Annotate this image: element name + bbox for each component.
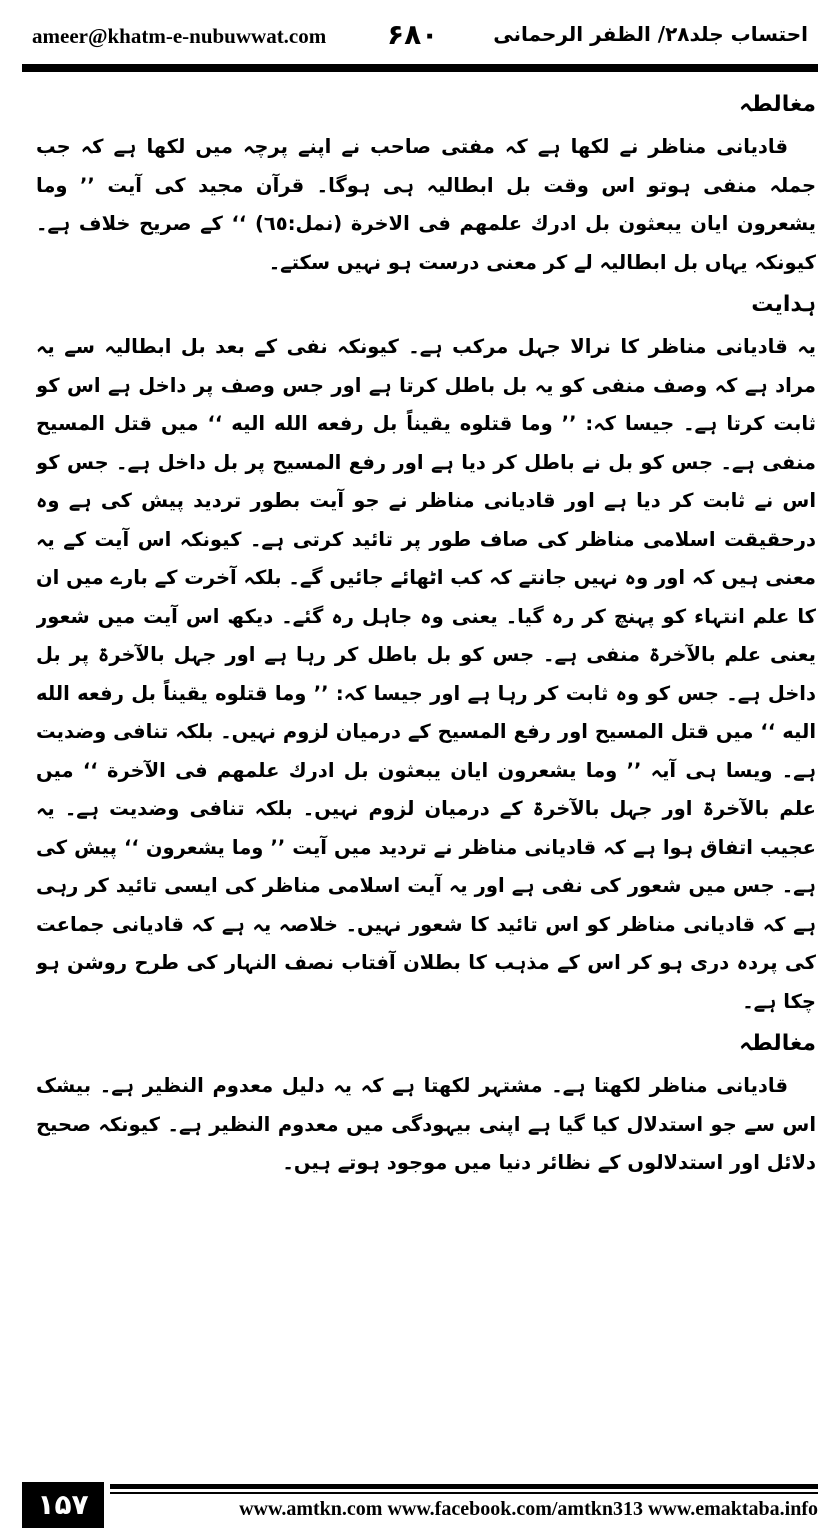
page-number: ۶۸۰	[387, 18, 439, 51]
page-body	[36, 82, 816, 1472]
footer-page-number: ۱۵۷	[22, 1482, 104, 1528]
page-header	[22, 18, 818, 54]
footer-rule-thin	[110, 1492, 818, 1494]
book-title: احتساب جلد۲۸/ الظفر الرحمانی	[493, 22, 808, 46]
section-heading: مغالطہ	[739, 92, 816, 117]
section-heading: ہدایت	[751, 292, 816, 317]
section-paragraph: قادیانی مناظر لکھتا ہے۔ مشتہر لکھتا ہے کہ یہ دلیل معدوم النظیر ہے۔ بیشک اس سے جو استدلال کیا گیا ہے اپنی بیہودگی میں معدوم النظیر ہے۔ کیونکہ صحیح دلائل اور استدلالوں کے نظائر دنیا میں موجود ہوتے ہیں۔	[36, 1074, 816, 1174]
section-heading: مغالطہ	[739, 1031, 816, 1056]
email-address[interactable]: ameer@khatm-e-nubuwwat.com	[32, 24, 327, 48]
section-paragraph: قادیانی مناظر نے لکھا ہے کہ مفتی صاحب نے اپنے پرچہ میں لکھا ہے کہ جب جملہ منفی ہوتو اس وقت بل ابطالیہ ہی ہوگا۔ قرآن مجید کی آیت ’’ وما یشعرون ایان یبعثون بل ادرك علمهم فی الاخرة (نمل:٦٥) ‘‘ کے صریح خلاف ہے۔ کیونکہ یہاں بل ابطالیہ لے کر معنی درست ہو نہیں سکتے۔	[36, 135, 816, 274]
footer-rule	[110, 1484, 818, 1489]
header-rule	[22, 64, 818, 72]
section-paragraph: یہ قادیانی مناظر کا نرالا جہل مرکب ہے۔ کیونکہ نفی کے بعد بل ابطالیہ سے یہ مراد ہے کہ وصف منفی کو یہ بل باطل کرتا ہے اور جس وصف پر داخل ہے اس کو ثابت کرتا ہے۔ جیسا کہ: ’’ وما قتلوه یقیناً بل رفعه الله الیه ‘‘ میں قتل المسیح منفی ہے۔ جس کو بل نے باطل کر دیا ہے اور رفع المسیح پر بل داخل ہے۔ جس کو اس نے ثابت کر دیا ہے اور قادیانی مناظر نے جو آیت بطور تردید پیش کی ہے وہ درحقیقت اسلامی مناظر کی صاف طور پر تائید کرتی ہے۔ کیونکہ اس آیت کے یہ معنی ہیں کہ اور وہ نہیں جانتے کہ کب اٹھائے جائیں گے۔ بلکہ آخرت کے بارے میں ان کا علم انتہاء کو پہنچ کر رہ گیا۔ یعنی وہ جاہل رہ گئے۔ دیکھ اس آیت میں شعور یعنی علم بالآخرۃ منفی ہے۔ جس کو بل باطل کر رہا ہے اور جہل بالآخرۃ پر بل داخل ہے۔ جس کو وہ ثابت کر رہا ہے اور جیسا کہ: ’’ وما قتلوه یقیناً بل رفعه الله الیه ‘‘ میں قتل المسیح اور رفع المسیح کے درمیان لزوم نہیں۔ بلکہ تنافی وضدیت ہے۔ ویسا ہی آیہ ’’ وما یشعرون ایان یبعثون بل ادرك علمهم فی الآخرة ‘‘ میں علم بالآخرۃ اور جہل بالآخرۃ کے درمیان لزوم نہیں۔ بلکہ تنافی وضدیت ہے۔ یہ عجیب اتفاق ہوا ہے کہ قادیانی مناظر نے تردید میں آیت ’’ وما یشعرون ‘‘ پیش کی ہے۔ جس میں شعور کی نفی ہے اور یہ آیت اسلامی مناظر کی ایسی تائید کر رہی ہے کہ قادیانی مناظر کو اس تائید کا شعور نہیں۔ خلاصہ یہ ہے کہ قادیانی جماعت کی پردہ دری ہو کر اس کے مذہب کا بطلان آفتاب نصف النہار کی طرح روشن ہو چکا ہے۔	[36, 335, 816, 1013]
footer-links[interactable]: www.amtkn.com www.facebook.com/amtkn313 www.emaktaba.info	[239, 1498, 818, 1520]
